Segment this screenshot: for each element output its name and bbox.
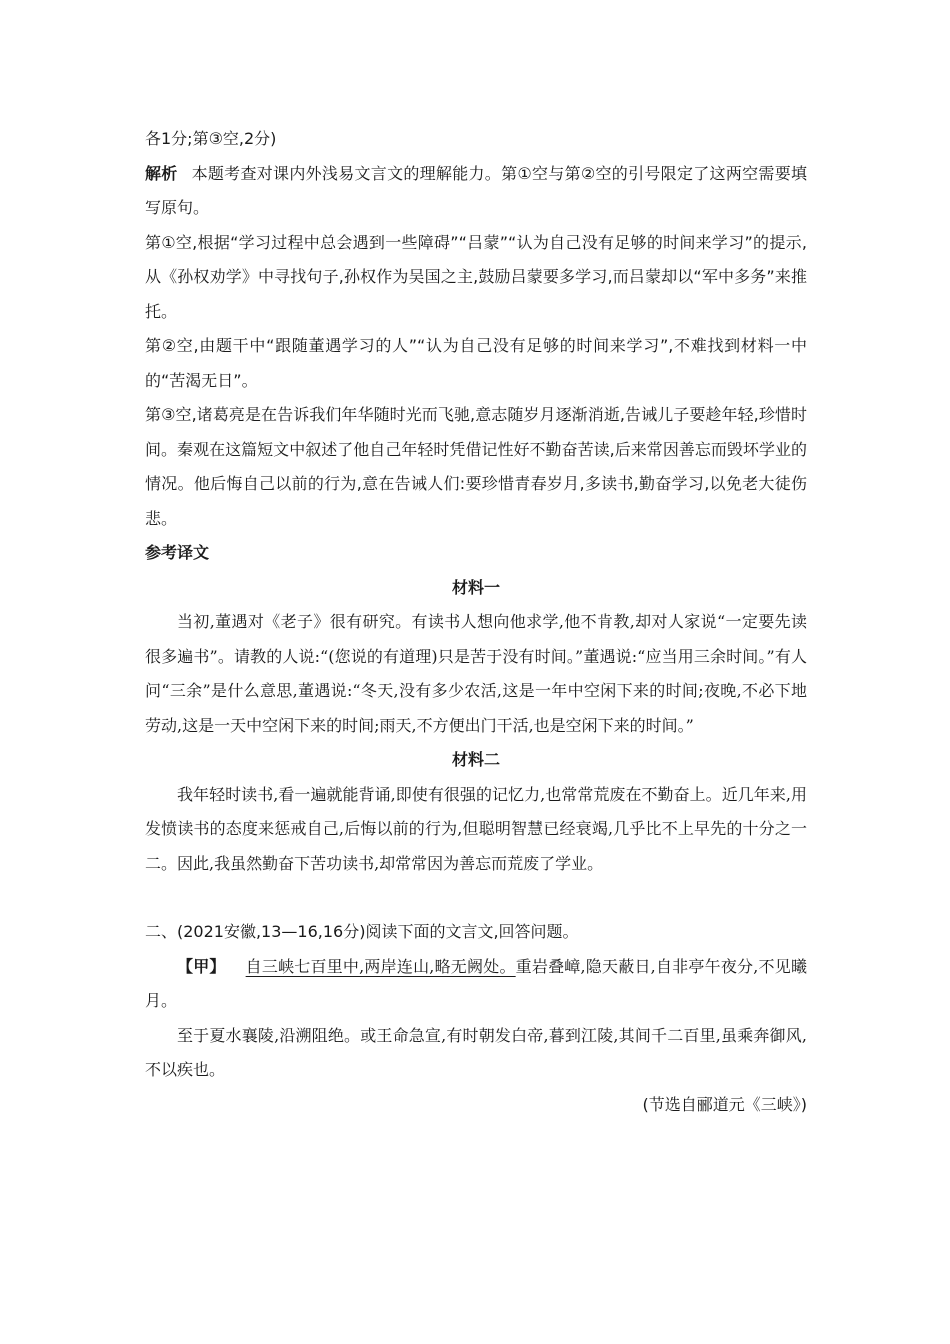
section-2-source: (节选自郦道元《三峡》) <box>642 1094 807 1114</box>
analysis-paragraph <box>145 157 807 226</box>
section-spacer <box>145 881 807 915</box>
jia-underlined-sentence: 自三峡七百里中,两岸连山,略无阙处。 <box>245 956 516 976</box>
analysis-blank-1: 第①空,根据“学习过程中总会遇到一些障碍”“吕蒙”“认为自己没有足够的时间来学习”的提示,从《孙权劝学》中寻找句子,孙权作为吴国之主,鼓励吕蒙要多学习,而吕蒙却以“军中多务”来推托。 <box>145 232 807 321</box>
document-page <box>145 122 807 1122</box>
section-2-jia-paragraph <box>145 950 807 1019</box>
jia-rest-text: 重岩叠嶂,隐天蔽日,自非亭午夜分,不见曦月。 <box>145 956 807 1010</box>
translation-heading: 参考译文 <box>145 543 210 562</box>
analysis-text: 本题考查对课内外浅易文言文的理解能力。第①空与第②空的引号限定了这两空需要填写原句。 <box>145 163 807 217</box>
material-2-text: 我年轻时读书,看一遍就能背诵,即使有很强的记忆力,也常常荒废在不勤奋上。近几年来,用发愤读书的态度来惩戒自己,后悔以前的行为,但聪明智慧已经衰竭,几乎比不上早先的十分之一二。因此,我虽然勤奋下苦功读书,却常常因为善忘而荒废了学业。 <box>145 784 807 873</box>
material-1-text: 当初,董遇对《老子》很有研究。有读书人想向他求学,他不肯教,却对人家说“一定要先读很多遍书”。请教的人说:“(您说的有道理)只是苦于没有时间。”董遇说:“应当用三余时间。”有人问“三余”是什么意思,董遇说:“冬天,没有多少农活,这是一年中空闲下来的时间;夜晚,不必下地劳动,这是一天中空闲下来的时间;雨天,不方便出门干活,也是空闲下来的时间。” <box>145 612 807 735</box>
analysis-intro <box>145 122 807 157</box>
analysis-blank-2: 第②空,由题干中“跟随董遇学习的人”“认为自己没有足够的时间来学习”,不难找到材料一中的“苦渴无日”。 <box>145 336 807 390</box>
material-2-title: 材料二 <box>451 750 500 769</box>
material-1-title: 材料一 <box>451 577 500 597</box>
analysis-blank-3: 第③空,诸葛亮是在告诉我们年华随时光而飞驰,意志随岁月逐渐消逝,告诫儿子要趁年轻,珍惜时间。秦观在这篇短文中叙述了他自己年轻时凭借记性好不勤奋苦读,后来常因善忘而毁坏学业的情况。他后悔自己以前的行为,意在告诫人们:要珍惜青春岁月,多读书,勤奋学习,以免老大徒伤悲。 <box>145 405 807 528</box>
section-2-prompt: 二、(2021安徽,13—16,16分)阅读下面的文言文,回答问题。 <box>145 922 579 941</box>
section-2-paragraph-2: 至于夏水襄陵,沿溯阻绝。或王命急宣,有时朝发白帝,暮到江陵,其间千二百里,虽乘奔御风,不以疾也。 <box>145 1025 807 1079</box>
analysis-label: 解析 <box>145 163 178 183</box>
jia-label: 【甲】 <box>177 956 226 976</box>
analysis-intro-text: 各1分;第③空,2分) <box>145 129 277 148</box>
